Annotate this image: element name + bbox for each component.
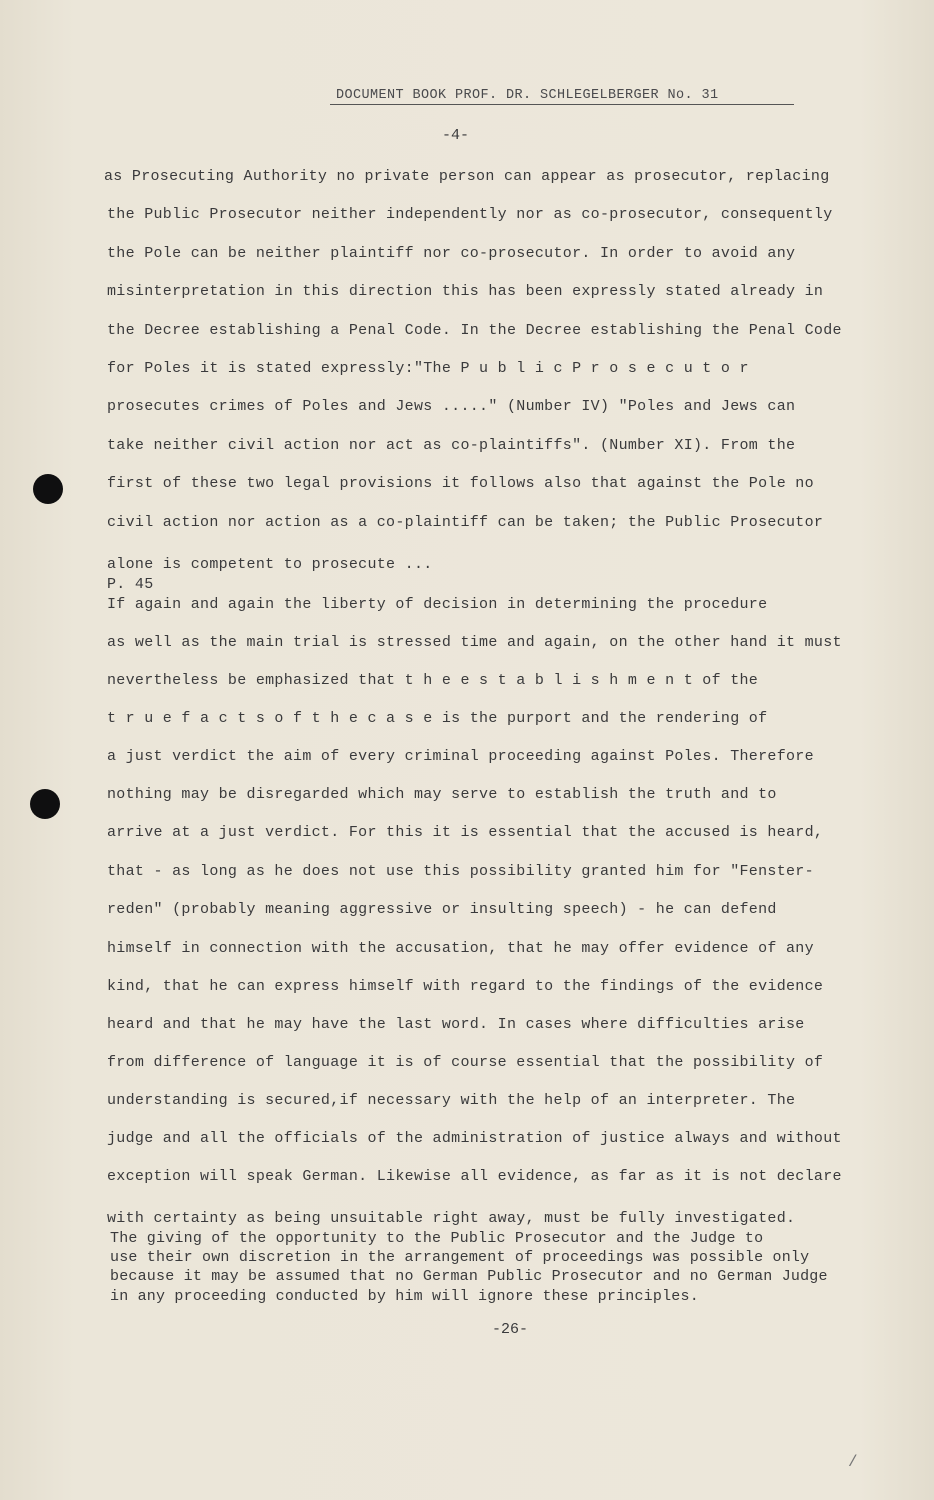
text-line: nothing may be disregarded which may serve to establish the truth and to [107,786,777,803]
punch-hole [30,789,60,819]
punch-hole [33,474,63,504]
text-line: nevertheless be emphasized that t h e e s t a b l i s h m e n t of the [107,672,759,689]
text-line: as Prosecuting Authority no private person can appear as prosecutor, replacing [104,168,830,185]
closing-line: The giving of the opportunity to the Public Prosecutor and the Judge to [110,1230,764,1247]
text-line: from difference of language it is of course essential that the possibility of [107,1054,824,1071]
text-line: civil action nor action as a co-plaintiff can be taken; the Public Prosecutor [107,514,824,531]
text-line: heard and that he may have the last word. In cases where difficulties arise [107,1016,805,1033]
header-underline [330,104,794,105]
closing-line: in any proceeding conducted by him will ignore these principles. [110,1288,699,1305]
text-line: the Decree establishing a Penal Code. In the Decree establishing the Penal Code [107,322,842,339]
text-line: that - as long as he does not use this possibility granted him for "Fenster- [107,863,814,880]
closing-line: use their own discretion in the arrangement of proceedings was possible only [110,1249,810,1266]
text-line: misinterpretation in this direction this has been expressly stated already in [107,283,824,300]
text-line: understanding is secured,if necessary with the help of an interpreter. The [107,1092,796,1109]
text-line: with certainty as being unsuitable right away, must be fully investigated. [107,1210,796,1227]
text-line: the Public Prosecutor neither independently nor as co-prosecutor, consequently [107,206,833,223]
text-line: the Pole can be neither plaintiff nor co-prosecutor. In order to avoid any [107,245,796,262]
text-line: himself in connection with the accusation, that he may offer evidence of any [107,940,814,957]
corner-mark: / [848,1453,858,1471]
text-line: exception will speak German. Likewise all evidence, as far as it is not declare [107,1168,842,1185]
text-line: kind, that he can express himself with regard to the findings of the evidence [107,978,824,995]
text-line: If again and again the liberty of decision in determining the procedure [107,596,768,613]
closing-line: because it may be assumed that no German Public Prosecutor and no German Judge [110,1268,828,1285]
text-line: arrive at a just verdict. For this it is essential that the accused is heard, [107,824,824,841]
text-line: alone is competent to prosecute ... [107,556,433,573]
text-line: for Poles it is stated expressly:"The P u b l i c P r o s e c u t o r [107,360,749,377]
text-line: reden" (probably meaning aggressive or insulting speech) - he can defend [107,901,777,918]
text-line: a just verdict the aim of every criminal proceeding against Poles. Therefore [107,748,814,765]
page-reference: P. 45 [107,576,154,593]
text-line: first of these two legal provisions it follows also that against the Pole no [107,475,814,492]
document-header-title: DOCUMENT BOOK PROF. DR. SCHLEGELBERGER No. 31 [336,88,719,103]
text-line: as well as the main trial is stressed time and again, on the other hand it must [107,634,842,651]
page-number: -26- [492,1321,529,1338]
text-line: t r u e f a c t s o f t h e c a s e is the purport and the rendering of [107,710,768,727]
text-line: take neither civil action nor act as co-plaintiffs". (Number XI). From the [107,437,796,454]
page-marker: -4- [442,127,470,144]
text-line: judge and all the officials of the administration of justice always and without [107,1130,842,1147]
text-line: prosecutes crimes of Poles and Jews ....." (Number IV) "Poles and Jews can [107,398,796,415]
